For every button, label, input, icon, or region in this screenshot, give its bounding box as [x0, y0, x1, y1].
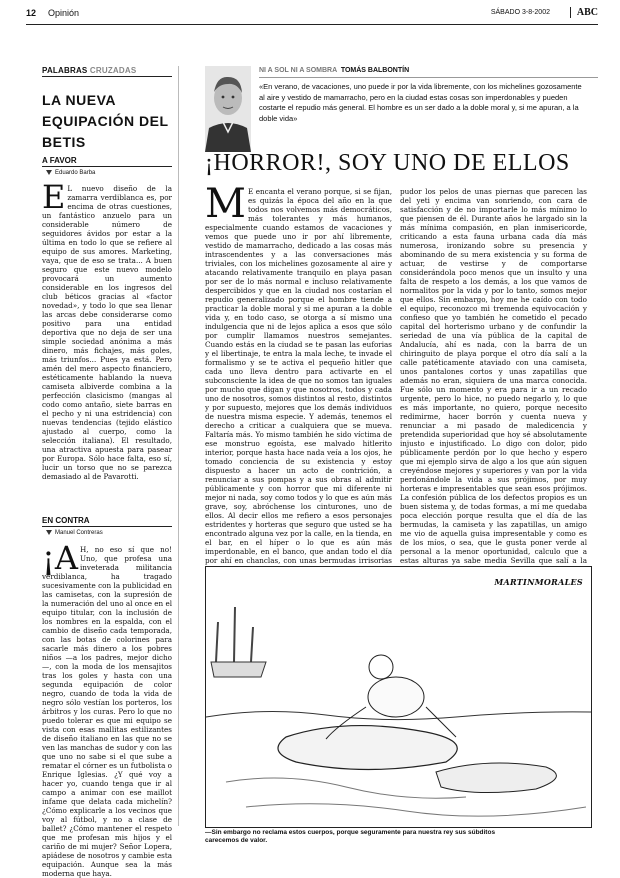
- column-quote: «En verano, de vacaciones, uno puede ir por la vida libremente, con los michelines gozosamente al aire y vestido de mamarracho, pero en la ciudad estas cosas son imperdonables y pueden costarte el repudio más general. El hombre es un ser dado a la doble moral y, si me apuran, a la doble vida»: [259, 82, 582, 123]
- contra-text: H, no eso sí que no! Uno, que profesa una inveterada militancia verdiblanca, ha tragado sucesivamente con la publicidad en las camisetas, con la supresión de la numeración del uno al once en el equipo titular, con la inclusión de los nombres en la espalda, con el cambio de diseño cada temporada, con las botas de colorines para sacarle más dinero a los pobres niños —a los padres, mejor dicho—, con la moda de los mensajitos tras los goles y hasta con una segunda equipación de color negro, cuando de toda la vida de negro sólo vestían los porteros, los árbitros y los curas. Pero lo que no puedo tolerar es que mi equipo se vista con esas mallitas estilizantes de diseño italiano en las que no se ven las manchas de sudor y con las que uno no sabe si el que sube a rematar el córner es un futbolista o Enrique Iglesias. ¿Y qué voy a hacer yo, cuando tenga que ir al campo a animar con ese maillot infame que delata cada michelín? ¿Cómo explicarle a los vecinos que voy al fútbol, y no a clase de ballet? ¿Cómo mantener el respeto que me profesan mis hijos y el cariño de mi mujer? Señor Lopera, apiádese de nosotros y cambie esta equipación. Aunque sea la más moderna que haya.: [42, 545, 172, 878]
- page-header: [26, 8, 598, 25]
- contra-heading: EN CONTRA: [42, 516, 90, 525]
- article-headline: ¡HORROR!, SOY UNO DE ELLOS: [205, 150, 570, 176]
- beach-scene-icon: [206, 567, 591, 827]
- favor-author: Eduardo Barba: [46, 170, 95, 176]
- favor-body: [42, 178, 172, 481]
- favor-rule: [42, 166, 172, 167]
- column-separator: [178, 66, 179, 826]
- contra-rule: [42, 526, 172, 527]
- issue-date: SÁBADO 3-8-2002: [490, 9, 550, 16]
- column-byline: [259, 67, 409, 74]
- contra-drop-cap: ¡A: [42, 539, 78, 577]
- page-number: 12: [26, 8, 37, 18]
- kicker-rule: [42, 76, 172, 77]
- article-text-2: pudor los pelos de unas piernas que parecen las del yeti y encima van sonriendo, con cara de satisfacción y de no importarle lo más mínimo lo que piensen de él. Durante años he largado sin la más mínima compasión, en plan inmisericorde, criticando a esta fauna urbana cada día más numerosa, ironizando sobre su presencia y abominando de su mera existencia y su forma de actuar, de vestirse y de comportarse considerándola poco menos que un insulto y una falta de respeto a los demás, a los que vamos de normalitos por la vida y por lo tanto, somos mejor que ellos. Sin embargo, hoy me he caído con todo el equipo, reconozco mi tremenda equivocación y confieso que yo también he cometido el pecado capital del horterismo urbano y de confundir la seriedad de una vía pública de la capital de Andalucía, ahí es nada, con la barra de un chiringuito de playa porque el otro día salí a la calle patéticamente ataviado con una camiseta, unos pantalones cortos y unas zapatillas que además no eran, siquiera de una marca conocida. Fue sólo un momento y era para ir a un recado urgente, pero lo hice, no puedo negarlo y, lo que es más importante, no quiero, porque necesito redimirme, hacer borrón y cuenta nueva y renunciar a mi pasado de maledicencia y pretendida superioridad que hoy sé absolutamente injusto e injustificado. Lo digo con dolor, pido públicamente perdón por lo que hecho y espero que mi ejemplo sirva de algo a los que aún siguen creyéndose mejores y superiores y van por la vida perdonándole la vida a sus prójimos, por muy horteras e impresentables que sean esos prójimos. La confesión pública de los defectos propios es un buen sistema y, de todas formas, a mí me quedaba poca elección porque resulta que el día de las bermudas, la camiseta y las zapatillas, un amigo me vio de aquella guisa impresentable y como es de los míos, o sea, que le gusta poner verde al personal a la menor oportunidad, calculo que a estas alturas ya sabe media Sevilla que salí a la: [400, 187, 587, 565]
- article-text-1: E encanta el verano porque, si se fijan, es quizás la época del año en la que todos nos volvemos más democráticos, más tolerantes y más humanos, especialmente cuando estamos de vacaciones y vemos que puede uno ir por ahí libremente, vestido de mamarracho, dedicado a las cosas más intrascendentes y a las conversaciones más triviales, con los michelines gozosamente al aire y atacando relativamente tranquilo en playa pasan por ser de lo más normal e incluso relativamente despercibidos y que en la ciudad nos costarían el repudio generalizado porque el hombre tiende a practicar la doble moral y si me apuran a la doble vida y, en todo caso, se otorga a sí mismo una indulgencia que ni de lejos aplica a esos que sólo por cumplir llamamos nuestros semejantes. Cuando estás en la ciudad se te pasan las euforias y el libertinaje, te entra la mala leche, te invade el formalismo y se te activa el pequeño hitler que cada uno lleva dentro para activarte en el subconsciente la idea de que no somos tan iguales por mucho que digan y que nosotros, todos y cada uno de nosotros, somos distintos al resto, distintos y por supuesto, mejores que los demás individuos de nuestra misma especie. Y además, tenemos el derecho a criticar a cualquiera que se mueva. Faltaría más. Yo mismo también he sido víctima de ese monstruo egoísta, ese malvado hitlerito interior, porque hasta hace nada veía a los ojos, he tomado conciencia de su existencia y estoy dispuesto a hacer un acto de contrición, a renunciar a sus pompas y a sus obras al admitir públicamente y con horror que mi diferente ni mejor ni nada, soy como todos y lo que es aún más grave, soy, abróchense los cinturones, uno de ellos. Al decir ellos me refiero a esos personajes estridentes y horteras que seguro que usted se ha encontrado alguna vez por la calle, en la tienda, en el bar, en el híper o lo que es aún más imperdonable, en el banco, que andan todo el día por ahí en chanclas, con unas bermudas irrisorias: [205, 187, 392, 565]
- favor-text: L nuevo diseño de la zamarra verdiblanca es, por encima de otras cuestiones, un fantástico anzuelo para un considerable número de seguidores ávidos por estar a la última en todo lo que se refiere al equipo de sus amores. Marketing, vaya, que de eso se trata... A buen seguro que este nuevo modelo provocará un aumento considerable en los ingresos del club béticos gracias al «factor novedad», y todo lo que sea llenar las arcas debe considerarse como positivo para una entidad deportiva que no deja de ser una simple sociedad anónima a más dinero, más fichajes, más goles, más triunfos... Pues ya está. Pero amén del mero aspecto financiero, estéticamente hablando la nueva camiseta albiverde combina a la perfección clasicismo (mangas al codo como antaño, siete barras en el pecho y ni una estridencia) con nuevas tendencias (tejido elástico ajustado al cuerpo, como la selección italiana). El resultado, una atractiva apuesta para pasear por Europa. Sólo hace falta, eso sí, lucir un torso que no se parezca demasiado al de Pavarotti.: [42, 184, 172, 481]
- column-author: TOMÁS BALBONTÍN: [340, 67, 410, 74]
- newspaper-logo: ABC: [570, 7, 598, 18]
- kicker-bold: PALABRAS: [42, 66, 88, 75]
- section-name: Opinión: [48, 8, 80, 18]
- column-rule: [259, 77, 598, 78]
- favor-heading: A FAVOR: [42, 156, 77, 165]
- cartoon-signature: MARTINMORALES: [494, 577, 583, 587]
- kicker-grey: CRUZADAS: [89, 66, 137, 75]
- triangle-icon: [46, 170, 52, 175]
- triangle-icon: [46, 530, 52, 535]
- left-title: LA NUEVA EQUIPACIÓN DEL BETIS: [42, 92, 169, 150]
- cartoon-illustration: [205, 566, 592, 828]
- cartoon-caption: —Sin embargo no reclama estos cuerpos, porque seguramente para nuestra rey sus súbditos carecemos de valor.: [205, 829, 496, 844]
- article-drop-cap: M: [205, 181, 246, 227]
- article-col-2: [400, 187, 587, 565]
- left-kicker: [42, 66, 136, 75]
- article-col-1: [205, 181, 392, 565]
- author-portrait-icon: [205, 66, 251, 152]
- favor-drop-cap: E: [42, 178, 66, 216]
- column-section-label: NI A SOL NI A SOMBRA: [259, 67, 337, 74]
- contra-body: [42, 539, 172, 878]
- contra-author: Manuel Contreras: [46, 530, 103, 536]
